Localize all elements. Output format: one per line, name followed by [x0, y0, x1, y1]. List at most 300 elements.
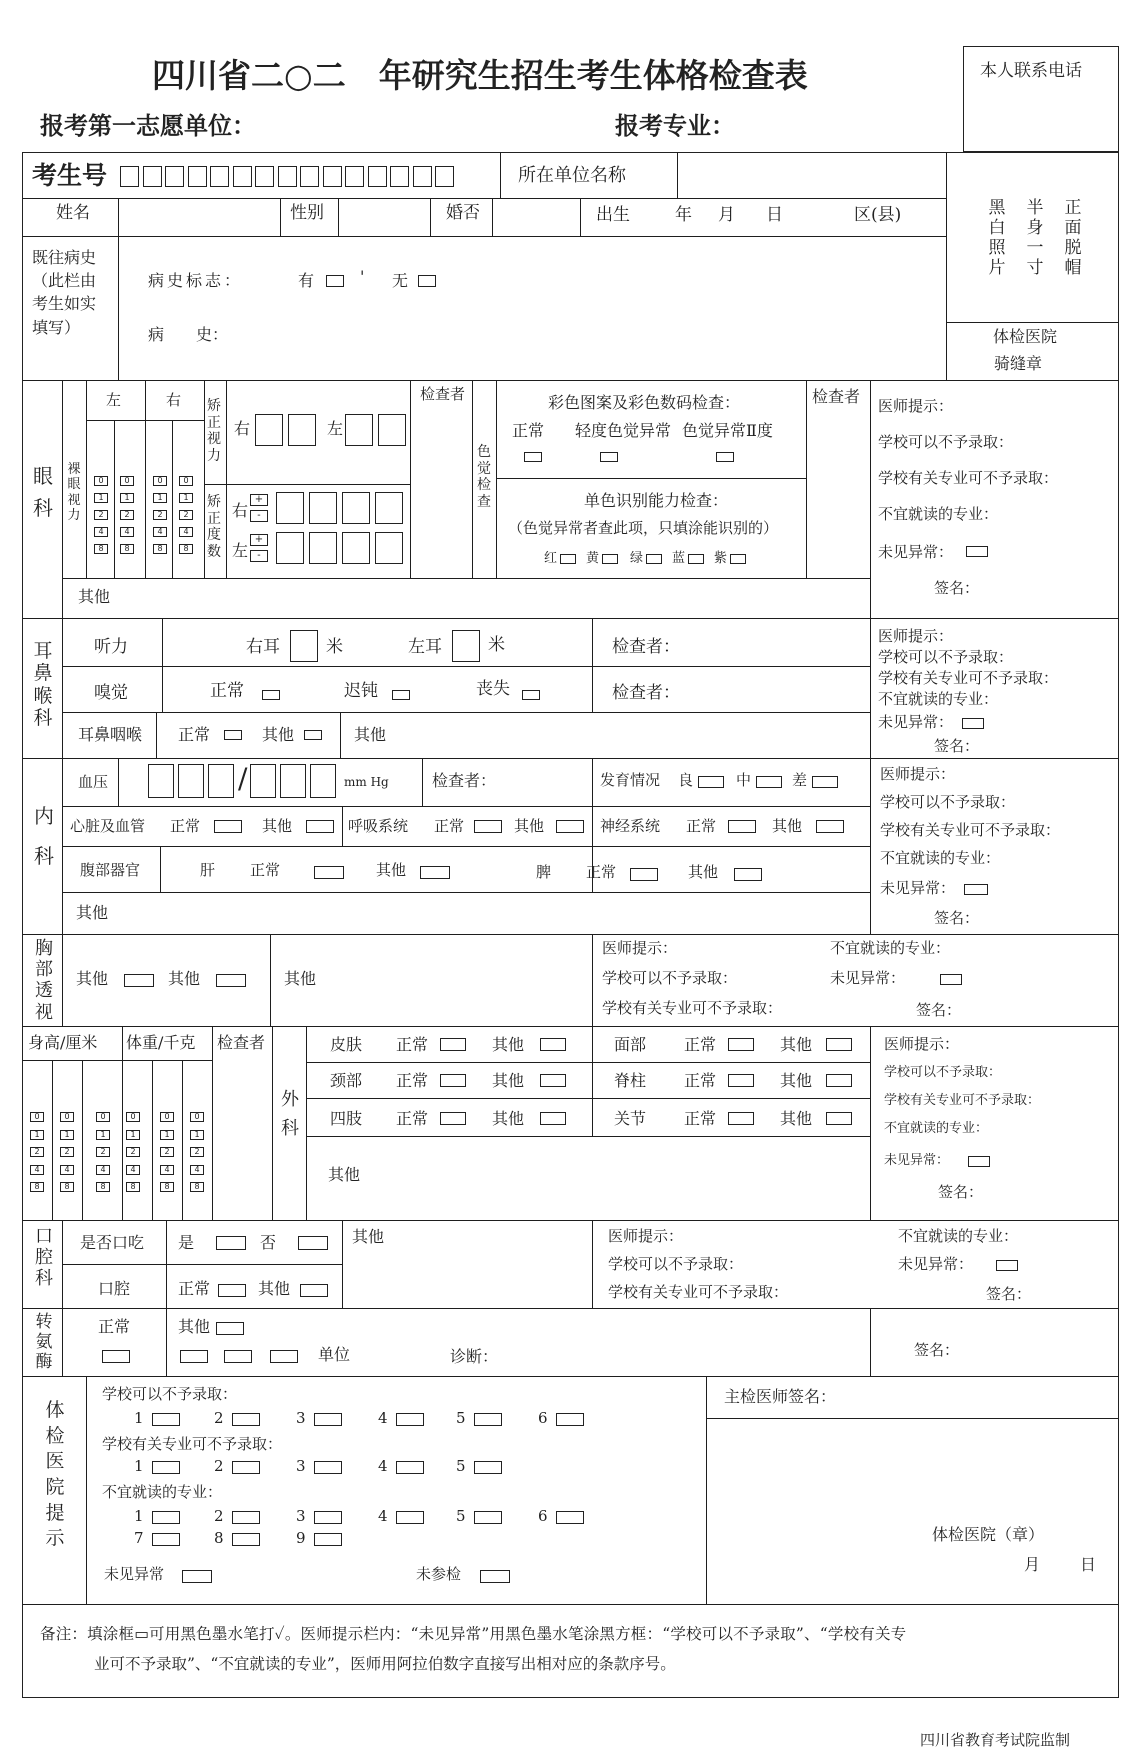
abd-label: 腹部器官 — [80, 861, 141, 879]
resp-normal-label: 正常 — [434, 817, 465, 835]
alt-value-box2[interactable] — [224, 1350, 252, 1363]
heart-other-checkbox[interactable] — [306, 820, 334, 833]
int-doctor-none-checkbox[interactable] — [964, 884, 988, 895]
eye-doctor-none: 未见异常： — [878, 543, 954, 561]
digit-option-4[interactable]: 4 — [179, 527, 193, 537]
option-checkbox[interactable] — [396, 1461, 424, 1474]
note-line2: 业可不予录取”、“不宜就读的专业”，医师用阿拉伯数字直接写出相对应的条款序号。 — [94, 1655, 676, 1673]
digit-option-4[interactable]: 4 — [120, 527, 134, 537]
unit-name-label: 所在单位名称 — [518, 165, 626, 186]
ent-doctor-unsuitable: 不宜就读的专业： — [878, 690, 999, 708]
left-ear-box[interactable] — [452, 630, 480, 662]
option-number: 5 — [456, 1507, 466, 1525]
digit-option-8[interactable]: 8 — [30, 1182, 44, 1192]
alt-doctor-sign: 签名： — [914, 1341, 960, 1359]
face-normal-checkbox[interactable] — [728, 1038, 754, 1051]
digit-option-8[interactable]: 8 — [160, 1182, 174, 1192]
exam-digit-box[interactable] — [300, 166, 319, 187]
bp-box1[interactable] — [148, 764, 174, 798]
mono-red-checkbox[interactable] — [560, 554, 576, 564]
digit-option-0[interactable]: 0 — [190, 1112, 204, 1122]
exam-digit-box[interactable] — [345, 166, 364, 187]
eye-examiner-label: 检查者 — [420, 385, 466, 403]
ent-doctor-none: 未见异常： — [878, 713, 954, 731]
option-number: 4 — [378, 1507, 388, 1525]
bp-box6[interactable] — [310, 764, 336, 798]
smell-dull-checkbox[interactable] — [392, 690, 410, 700]
heart-normal-checkbox[interactable] — [214, 820, 242, 833]
digit-option-0[interactable]: 0 — [94, 476, 108, 486]
eye-doctor-none-checkbox[interactable] — [966, 546, 988, 557]
corr-deg-left-minus[interactable]: - — [250, 550, 268, 562]
chest-doctor-no-admit: 学校可以不予录取： — [602, 969, 738, 987]
digit-option-2[interactable]: 2 — [60, 1147, 74, 1157]
option-checkbox[interactable] — [314, 1511, 342, 1524]
eye-section-label: 眼科 — [33, 464, 53, 520]
corr-deg-right-plus[interactable]: + — [250, 494, 268, 506]
option-checkbox[interactable] — [396, 1413, 424, 1426]
oral-section-label: 口腔科 — [35, 1226, 53, 1290]
option-number: 2 — [214, 1457, 224, 1475]
digit-option-0[interactable]: 0 — [126, 1112, 140, 1122]
color-severe-checkbox[interactable] — [716, 452, 734, 462]
digit-option-1[interactable]: 1 — [120, 493, 134, 503]
resp-normal-checkbox[interactable] — [474, 820, 502, 833]
digit-option-4[interactable]: 4 — [126, 1165, 140, 1175]
photo-seal-label2: 骑缝章 — [994, 354, 1043, 373]
neck-normal-checkbox[interactable] — [440, 1074, 466, 1087]
heart-label: 心脏及血管 — [70, 817, 146, 835]
exam-digit-box[interactable] — [278, 166, 297, 187]
int-doctor-hint: 医师提示： — [880, 765, 956, 783]
nerve-normal-checkbox[interactable] — [728, 820, 756, 833]
dev-poor-checkbox[interactable] — [812, 776, 838, 788]
chest-doctor-none-checkbox[interactable] — [940, 974, 962, 985]
exam-digit-box[interactable] — [435, 166, 454, 187]
skin-other-label: 其他 — [492, 1035, 525, 1054]
divider — [172, 420, 173, 578]
digit-option-4[interactable]: 4 — [94, 527, 108, 537]
option-number: 1 — [134, 1409, 144, 1427]
surgery-section-label: 外科 — [281, 1089, 299, 1139]
corr-deg-left-label: 左 — [232, 541, 249, 560]
digit-option-8[interactable]: 8 — [60, 1182, 74, 1192]
history-label: 既往病史（此栏由考生如实填写） — [32, 248, 97, 337]
digit-option-0[interactable]: 0 — [160, 1112, 174, 1122]
corr-deg-left-box2[interactable] — [309, 532, 337, 564]
hosp-unsuitable-label: 不宜就读的专业： — [102, 1483, 223, 1501]
bp-box5[interactable] — [280, 764, 306, 798]
option-number: 2 — [214, 1409, 224, 1427]
option-checkbox[interactable] — [152, 1461, 180, 1474]
exam-digit-box[interactable] — [210, 166, 229, 187]
sur-doctor-none-checkbox[interactable] — [968, 1156, 990, 1167]
corr-deg-left-plus[interactable]: + — [250, 534, 268, 546]
surgery-other-label: 其他 — [328, 1165, 361, 1184]
corr-deg-right-minus[interactable]: - — [250, 510, 268, 522]
limbs-normal-checkbox[interactable] — [440, 1112, 466, 1125]
limbs-label: 四肢 — [330, 1109, 363, 1128]
bp-examiner-label: 检查者： — [432, 771, 497, 790]
exam-digit-box[interactable] — [390, 166, 409, 187]
hosp-no-major-label: 学校有关专业可不予录取： — [102, 1435, 283, 1453]
history-yes-checkbox[interactable] — [326, 275, 344, 287]
hosp-none-checkbox[interactable] — [182, 1570, 212, 1583]
face-label: 面部 — [614, 1035, 647, 1054]
digit-option-0[interactable]: 0 — [96, 1112, 110, 1122]
photo-seal-label: 体检医院 — [993, 327, 1058, 346]
throat-normal-checkbox[interactable] — [224, 730, 242, 740]
option-number: 3 — [296, 1507, 306, 1525]
digit-option-4[interactable]: 4 — [60, 1165, 74, 1175]
mono-purple-label: 紫 — [714, 551, 728, 566]
option-checkbox[interactable] — [232, 1533, 260, 1546]
option-checkbox[interactable] — [232, 1511, 260, 1524]
smell-lost-checkbox[interactable] — [522, 690, 540, 700]
spine-normal-checkbox[interactable] — [728, 1074, 754, 1087]
nerve-other-label: 其他 — [772, 817, 803, 835]
digit-option-2[interactable]: 2 — [96, 1147, 110, 1157]
liver-normal-checkbox[interactable] — [314, 866, 344, 879]
digit-option-4[interactable]: 4 — [153, 527, 167, 537]
option-checkbox[interactable] — [232, 1461, 260, 1474]
digit-option-1[interactable]: 1 — [153, 493, 167, 503]
year-label: 年 — [675, 205, 692, 225]
mono-yellow-checkbox[interactable] — [602, 554, 618, 564]
bp-label: 血压 — [78, 773, 109, 791]
option-checkbox[interactable] — [152, 1413, 180, 1426]
spine-other-label: 其他 — [780, 1071, 813, 1090]
mono-blue-checkbox[interactable] — [688, 554, 704, 564]
history-no-label: 无 — [392, 271, 409, 290]
chest-doctor-sign: 签名： — [916, 1001, 962, 1019]
digit-option-0[interactable]: 0 — [179, 476, 193, 486]
gender-label: 性别 — [290, 203, 324, 223]
chest-section-label: 胸部透视 — [35, 938, 53, 1023]
exam-digit-box[interactable] — [188, 166, 207, 187]
option-number: 4 — [378, 1409, 388, 1427]
corr-vis-left-box2[interactable] — [378, 414, 406, 446]
option-number: 7 — [134, 1529, 144, 1547]
neck-label: 颈部 — [330, 1071, 363, 1090]
digit-option-1[interactable]: 1 — [60, 1130, 74, 1140]
first-choice-label: 报考第一志愿单位： — [40, 111, 256, 140]
eye-right-label: 右 — [166, 391, 182, 409]
chest-doctor-no-major: 学校有关专业可不予录取： — [602, 999, 783, 1017]
option-number: 3 — [296, 1409, 306, 1427]
digit-option-1[interactable]: 1 — [94, 493, 108, 503]
digit-option-1[interactable]: 1 — [179, 493, 193, 503]
resp-other-checkbox[interactable] — [556, 820, 584, 833]
option-checkbox[interactable] — [474, 1461, 502, 1474]
neck-normal-label: 正常 — [396, 1071, 429, 1090]
chest-doctor-none: 未见异常： — [830, 969, 906, 987]
phone-label: 本人联系电话 — [980, 61, 1082, 81]
option-checkbox[interactable] — [314, 1461, 342, 1474]
digit-option-8[interactable]: 8 — [190, 1182, 204, 1192]
joint-label: 关节 — [614, 1109, 647, 1128]
alt-other-checkbox[interactable] — [216, 1322, 244, 1335]
option-number: 5 — [456, 1409, 466, 1427]
alt-normal-label: 正常 — [98, 1317, 131, 1336]
note-line1: 备注：填涂框▭可用黑色墨水笔打✓。医师提示栏内：“未见异常”用黑色墨水笔涂黑方框：“学校可以不予录取”、“学校有关专 — [40, 1625, 907, 1643]
chest-other2-checkbox[interactable] — [216, 974, 246, 987]
mouth-normal-checkbox[interactable] — [218, 1284, 246, 1297]
mono-green-label: 绿 — [630, 551, 644, 566]
option-checkbox[interactable] — [232, 1413, 260, 1426]
digit-option-2[interactable]: 2 — [153, 510, 167, 520]
major-label: 报考专业： — [615, 111, 735, 140]
hosp-absent-label: 未参检 — [416, 1565, 462, 1583]
color-check-label: 色觉检查 — [477, 444, 491, 510]
corr-vis-right-box2[interactable] — [288, 414, 316, 446]
eye-doctor-sign: 签名： — [934, 579, 980, 597]
divider — [114, 420, 115, 578]
digit-option-0[interactable]: 0 — [60, 1112, 74, 1122]
option-checkbox[interactable] — [396, 1511, 424, 1524]
digit-option-2[interactable]: 2 — [160, 1147, 174, 1157]
corr-deg-left-box1[interactable] — [276, 532, 304, 564]
surgery-examiner-label: 检查者 — [217, 1033, 266, 1052]
digit-option-1[interactable]: 1 — [126, 1130, 140, 1140]
corr-deg-right-box1[interactable] — [276, 492, 304, 524]
alt-diagnosis-label: 诊断： — [450, 1347, 499, 1366]
spine-other-checkbox[interactable] — [826, 1074, 852, 1087]
photo-col2: 半身一寸 — [1026, 198, 1044, 279]
corr-vis-right-box1[interactable] — [255, 414, 283, 446]
stutter-yes-label: 是 — [178, 1233, 195, 1252]
mono-red-label: 红 — [544, 551, 558, 566]
option-checkbox[interactable] — [556, 1413, 584, 1426]
right-ear-box[interactable] — [290, 630, 318, 662]
exam-digit-box[interactable] — [255, 166, 274, 187]
exam-digit-box[interactable] — [368, 166, 387, 187]
digit-option-8[interactable]: 8 — [179, 544, 193, 554]
int-doctor-unsuitable: 不宜就读的专业： — [880, 849, 1001, 867]
color-examiner-label: 检查者 — [812, 387, 861, 406]
exam-digit-box[interactable] — [233, 166, 252, 187]
eye-left-label: 左 — [106, 391, 122, 409]
throat-other-checkbox[interactable] — [304, 730, 322, 740]
dev-good-checkbox[interactable] — [698, 776, 724, 788]
stutter-yes-checkbox[interactable] — [216, 1236, 246, 1250]
spleen-normal-checkbox[interactable] — [630, 868, 658, 881]
liver-normal-label: 正常 — [250, 861, 281, 879]
option-checkbox[interactable] — [556, 1511, 584, 1524]
bp-box2[interactable] — [178, 764, 204, 798]
digit-option-2[interactable]: 2 — [179, 510, 193, 520]
digit-option-1[interactable]: 1 — [30, 1130, 44, 1140]
digit-option-4[interactable]: 4 — [190, 1165, 204, 1175]
heart-other-label: 其他 — [262, 817, 293, 835]
joint-other-label: 其他 — [780, 1109, 813, 1128]
spleen-normal-label: 正常 — [586, 863, 617, 881]
nerve-other-checkbox[interactable] — [816, 820, 844, 833]
ent-doctor-none-checkbox[interactable] — [962, 718, 984, 729]
naked-vision-label: 裸眼视力 — [67, 462, 81, 523]
option-checkbox[interactable] — [314, 1413, 342, 1426]
digit-option-4[interactable]: 4 — [30, 1165, 44, 1175]
exam-digit-box[interactable] — [323, 166, 342, 187]
digit-option-1[interactable]: 1 — [160, 1130, 174, 1140]
face-other-label: 其他 — [780, 1035, 813, 1054]
month-label: 月 — [718, 205, 735, 225]
sur-doctor-none: 未见异常： — [884, 1153, 950, 1168]
joint-normal-checkbox[interactable] — [728, 1112, 754, 1125]
eye-doctor-unsuitable: 不宜就读的专业： — [878, 505, 999, 523]
left-ear-label: 左耳 — [408, 637, 442, 657]
liver-other-label: 其他 — [376, 861, 407, 879]
eye-doctor-no-admit: 学校可以不予录取： — [878, 433, 1014, 451]
color-normal-checkbox[interactable] — [524, 452, 542, 462]
digit-option-8[interactable]: 8 — [153, 544, 167, 554]
mono-yellow-label: 黄 — [586, 551, 600, 566]
ent-doctor-hint: 医师提示： — [878, 627, 954, 645]
resp-other-label: 其他 — [514, 817, 545, 835]
corr-deg-right-box4[interactable] — [375, 492, 403, 524]
mono-blue-label: 蓝 — [672, 551, 686, 566]
liver-other-checkbox[interactable] — [420, 866, 450, 879]
internal-other-label: 其他 — [76, 903, 109, 922]
exam-digit-box[interactable] — [413, 166, 432, 187]
corr-deg-left-box4[interactable] — [375, 532, 403, 564]
smell-normal-checkbox[interactable] — [262, 690, 280, 700]
corr-deg-left-box3[interactable] — [342, 532, 370, 564]
digit-option-8[interactable]: 8 — [96, 1182, 110, 1192]
option-number: 6 — [538, 1409, 548, 1427]
option-checkbox[interactable] — [152, 1511, 180, 1524]
digit-option-4[interactable]: 4 — [160, 1165, 174, 1175]
option-checkbox[interactable] — [474, 1413, 502, 1426]
bp-box4[interactable] — [250, 764, 276, 798]
mouth-other-checkbox[interactable] — [300, 1284, 328, 1297]
digit-option-2[interactable]: 2 — [30, 1147, 44, 1157]
dev-mid-checkbox[interactable] — [756, 776, 782, 788]
joint-normal-label: 正常 — [684, 1109, 717, 1128]
oral-doctor-none-checkbox[interactable] — [996, 1260, 1018, 1271]
alt-value-box3[interactable] — [270, 1350, 298, 1363]
oral-doctor-none: 未见异常： — [898, 1255, 974, 1273]
oral-doctor-hint: 医师提示： — [608, 1227, 684, 1245]
history-no-checkbox[interactable] — [418, 275, 436, 287]
spine-label: 脊柱 — [614, 1071, 647, 1090]
option-number: 6 — [538, 1507, 548, 1525]
mouth-label: 口腔 — [98, 1279, 131, 1298]
digit-option-2[interactable]: 2 — [190, 1147, 204, 1157]
hearing-label: 听力 — [94, 637, 128, 657]
mono-title: 单色识别能力检查： — [584, 491, 729, 510]
ent-section-label: 耳鼻喉科 — [33, 640, 53, 730]
digit-option-4[interactable]: 4 — [96, 1165, 110, 1175]
digit-option-8[interactable]: 8 — [120, 544, 134, 554]
option-checkbox[interactable] — [152, 1533, 180, 1546]
alt-value-box1[interactable] — [180, 1350, 208, 1363]
exam-digit-box[interactable] — [143, 166, 162, 187]
limbs-other-label: 其他 — [492, 1109, 525, 1128]
throat-other-label: 其他 — [262, 725, 295, 744]
limbs-other-checkbox[interactable] — [540, 1112, 566, 1125]
option-number: 4 — [378, 1457, 388, 1475]
hospital-day-label: 日 — [1080, 1555, 1097, 1574]
corr-vis-left-box1[interactable] — [345, 414, 373, 446]
hosp-absent-checkbox[interactable] — [480, 1570, 510, 1583]
ent-doctor-no-major: 学校有关专业可不予录取： — [878, 669, 1059, 687]
smell-dull-label: 迟钝 — [344, 681, 378, 701]
eye-other-label: 其他 — [78, 587, 111, 606]
bp-box3[interactable] — [208, 764, 234, 798]
birth-label: 出生 — [596, 205, 630, 225]
face-normal-label: 正常 — [684, 1035, 717, 1054]
corr-deg-right-box2[interactable] — [309, 492, 337, 524]
corr-deg-right-box3[interactable] — [342, 492, 370, 524]
skin-normal-checkbox[interactable] — [440, 1038, 466, 1051]
liver-label: 肝 — [200, 861, 216, 879]
color-mild-checkbox[interactable] — [600, 452, 618, 462]
bp-unit: mm Hg — [344, 775, 389, 789]
neck-other-checkbox[interactable] — [540, 1074, 566, 1087]
day-label: 日 — [766, 205, 783, 225]
corr-deg-right-label: 右 — [232, 501, 249, 520]
digit-option-8[interactable]: 8 — [126, 1182, 140, 1192]
exam-no-label: 考生号 — [32, 161, 108, 190]
color-mild-label: 轻度色觉异常 — [575, 421, 672, 440]
stutter-label: 是否口吃 — [80, 1233, 145, 1252]
digit-option-1[interactable]: 1 — [96, 1130, 110, 1140]
digit-option-2[interactable]: 2 — [94, 510, 108, 520]
corr-vis-left-label: 左 — [327, 419, 344, 438]
corrected-vision-label: 矫正视力 — [207, 398, 221, 464]
dev-label: 发育情况 — [600, 771, 661, 789]
sur-doctor-hint: 医师提示： — [884, 1035, 960, 1053]
face-other-checkbox[interactable] — [826, 1038, 852, 1051]
stutter-no-checkbox[interactable] — [298, 1236, 328, 1250]
option-number: 8 — [214, 1529, 224, 1547]
exam-digit-box[interactable] — [165, 166, 184, 187]
footer-issuer: 四川省教育考试院监制 — [920, 1731, 1071, 1749]
digit-option-8[interactable]: 8 — [94, 544, 108, 554]
exam-digit-box[interactable] — [120, 166, 139, 187]
photo-col3: 正面脱帽 — [1064, 198, 1082, 279]
digit-option-1[interactable]: 1 — [190, 1130, 204, 1140]
mono-purple-checkbox[interactable] — [730, 554, 746, 564]
digit-option-2[interactable]: 2 — [126, 1147, 140, 1157]
digit-option-2[interactable]: 2 — [120, 510, 134, 520]
hospital-section-label: 体检医院提示 — [45, 1399, 65, 1550]
left-ear-unit: 米 — [488, 635, 505, 655]
smell-normal-label: 正常 — [210, 681, 244, 701]
chest-other-text-label: 其他 — [284, 969, 317, 988]
joint-other-checkbox[interactable] — [826, 1112, 852, 1125]
internal-section-label: 内科 — [34, 804, 54, 868]
option-number: 5 — [456, 1457, 466, 1475]
sur-doctor-no-admit: 学校可以不予录取： — [884, 1065, 1002, 1080]
form-title: 四川省二○二 年研究生招生考生体格检查表 — [152, 56, 808, 95]
digit-option-0[interactable]: 0 — [30, 1112, 44, 1122]
smell-label: 嗅觉 — [94, 683, 128, 703]
corrected-degree-label: 矫正度数 — [207, 494, 221, 560]
digit-option-0[interactable]: 0 — [153, 476, 167, 486]
throat-other-text-label: 其他 — [354, 725, 387, 744]
skin-other-checkbox[interactable] — [540, 1038, 566, 1051]
option-checkbox[interactable] — [474, 1511, 502, 1524]
mono-green-checkbox[interactable] — [646, 554, 662, 564]
spleen-other-checkbox[interactable] — [734, 868, 762, 881]
option-checkbox[interactable] — [314, 1533, 342, 1546]
digit-option-0[interactable]: 0 — [120, 476, 134, 486]
resp-label: 呼吸系统 — [348, 817, 409, 835]
chest-other1-checkbox[interactable] — [124, 974, 154, 987]
alt-normal-checkbox[interactable] — [102, 1350, 130, 1363]
